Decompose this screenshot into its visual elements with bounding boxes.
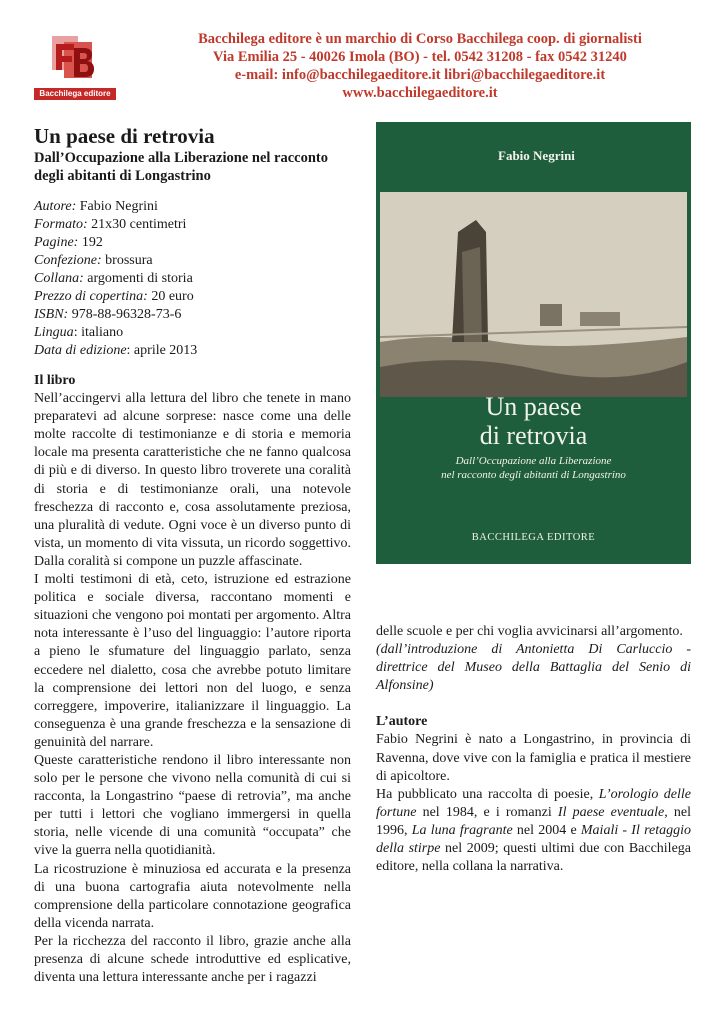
book-cover xyxy=(376,122,691,564)
cover-subtitle-line: nel racconto degli abitanti di Longastrino xyxy=(441,469,626,481)
detail-row xyxy=(34,270,197,288)
book-details xyxy=(34,198,197,360)
detail-row xyxy=(34,324,197,342)
detail-key: Autore: xyxy=(34,199,77,214)
author-bio: Fabio Negrini è nato a Longastrino, in provincia di Ravenna, dove vive con la famiglia e pratica il mestiere di apicoltore. xyxy=(376,732,691,784)
book-title-ref: L’orologio delle fortune xyxy=(376,786,691,820)
detail-row xyxy=(34,306,197,324)
bacchilega-logo-icon xyxy=(34,30,116,90)
detail-row xyxy=(34,288,197,306)
detail-key: Prezzo di copertina: xyxy=(34,289,148,304)
detail-value: : aprile 2013 xyxy=(126,343,198,358)
paragraph: Per la ricchezza del racconto il libro, grazie anche alla presenza di alcune schede introduttive ed esplicative, diventa una lettura interessante anche per i ragazzi xyxy=(34,933,351,986)
book-title-ref: La luna fragrante xyxy=(411,822,513,838)
logo-caption: Bacchilega editore xyxy=(34,88,116,100)
section-heading-libro: Il libro xyxy=(34,373,76,388)
paragraph: I molti testimoni di età, ceto, istruzione ed estrazione politica e sociale diversa, raccontano momenti e situazioni che vengono poi montati per argomento. Altra nota interessante è l’uso del linguaggio: l’autore riporta a pieno le sfumature del linguaggio parlato, senza eccedere nel dialetto, cosa che avrebbe potuto limitare la comprensione dei lettori non del luogo, e senza correggere, impoverire, italianizzare il linguaggio. La conseguenza è una grande freschezza e la sensazione di genuinità del narrare. xyxy=(34,572,351,750)
right-column xyxy=(376,623,691,876)
paragraph: Nell’accingervi alla lettura del libro che tenete in mano preparatevi ad alcune sorprese: nasce come una delle molte raccolte di testimonianze e di storia e memoria locale ma presenta caratteristiche che ne fanno qualcosa di più e di diverso. In questo libro troverete una coralità di storia e di testimonianze orali, una notevole freschezza di racconto e, cosa assolutamente preziosa, una pluralità di vedute. Ogni voce è un diverso punto di vista, un momento di vita vissuta, un ricordo soggettivo. Dalla coralità si compone un puzzle affascinate. xyxy=(34,391,351,569)
book-title-ref: Maiali - Il retaggio della stirpe xyxy=(376,822,691,857)
detail-value: 21x30 centimetri xyxy=(87,217,187,232)
text: , nel 1996, xyxy=(376,804,692,838)
detail-row xyxy=(34,216,197,234)
publisher-header xyxy=(150,30,690,102)
detail-key: Formato: xyxy=(34,217,88,232)
header-line-2: Via Emilia 25 - 40026 Imola (BO) - tel. 0542 31208 - fax 0542 31240 xyxy=(213,49,627,65)
detail-key: Pagine: xyxy=(34,235,79,250)
detail-row xyxy=(34,234,197,252)
book-title-ref: Il paese eventuale xyxy=(557,804,665,820)
header-line-1: Bacchilega editore è un marchio di Corso Bacchilega coop. di giornalisti xyxy=(198,31,642,47)
detail-value: argomenti di storia xyxy=(83,271,193,286)
author-publications xyxy=(376,786,691,876)
paragraph: La ricostruzione è minuziosa ed accurata e la presenza di una buona cartografia aiuta notevolmente nella comprensione della particolare connotazione geografica della vicenda narrata. xyxy=(34,861,351,931)
paragraph-continuation: delle scuole e per chi voglia avvicinarsi all’argomento. xyxy=(376,624,683,639)
cover-subtitle xyxy=(376,454,691,482)
detail-key: ISBN: xyxy=(34,307,69,322)
detail-row xyxy=(34,342,197,360)
section-heading-autore: L’autore xyxy=(376,714,428,730)
text: Ha pubblicato una raccolta di poesie, xyxy=(376,786,599,802)
cover-photo xyxy=(380,192,687,397)
cover-title-line: di retrovia xyxy=(479,421,588,450)
detail-key: Confezione: xyxy=(34,253,102,268)
detail-value: 978-88-96328-73-6 xyxy=(68,307,182,322)
detail-value: brossura xyxy=(101,253,153,268)
book-title: Un paese di retrovia xyxy=(34,124,215,148)
paragraph: Queste caratteristiche rendono il libro interessante non solo per le persone che vivono nella comunità di cui si racconta, la Longastrino “paese di retrovia”, ma anche per tutti i lettori che vogliano immergersi in quella storia, nelle vicende di una comunità “occupata” che vive la guerra nella quotidianità. xyxy=(34,752,351,859)
cover-title-line: Un paese xyxy=(485,392,582,421)
detail-value: : italiano xyxy=(73,325,124,340)
detail-value: 192 xyxy=(78,235,103,250)
text: nel 2009; questi ultimi due con Bacchilega editore, nella collana la narrativa. xyxy=(376,841,691,875)
detail-key: Lingua xyxy=(34,325,74,340)
book-description xyxy=(34,372,351,987)
detail-row xyxy=(34,198,197,216)
book-subtitle: Dall’Occupazione alla Liberazione nel racconto degli abitanti di Longastrino xyxy=(34,150,328,184)
intro-attribution: (dall’introduzione di Antonietta Di Carluccio - direttrice del Museo della Battaglia del Senio di Alfonsine) xyxy=(376,642,691,694)
text: nel 2004 e xyxy=(512,822,581,838)
text: nel 1984, e i romanzi xyxy=(416,804,558,820)
header-line-3[interactable]: e-mail: info@bacchilegaeditore.it libri@bacchilegaeditore.it xyxy=(234,67,606,83)
cover-author: Fabio Negrini xyxy=(498,148,575,163)
detail-key: Data di edizione xyxy=(34,343,127,358)
cover-title xyxy=(376,392,691,450)
detail-key: Collana: xyxy=(34,271,84,286)
detail-row xyxy=(34,252,197,270)
detail-value: Fabio Negrini xyxy=(76,199,158,214)
cover-subtitle-line: Dall’Occupazione alla Liberazione xyxy=(455,455,612,467)
detail-value: 20 euro xyxy=(147,289,194,304)
cover-publisher: BACCHILEGA EDITORE xyxy=(471,532,596,543)
header-website[interactable]: www.bacchilegaeditore.it xyxy=(342,85,498,101)
ruined-tower-photo-icon xyxy=(380,192,687,397)
